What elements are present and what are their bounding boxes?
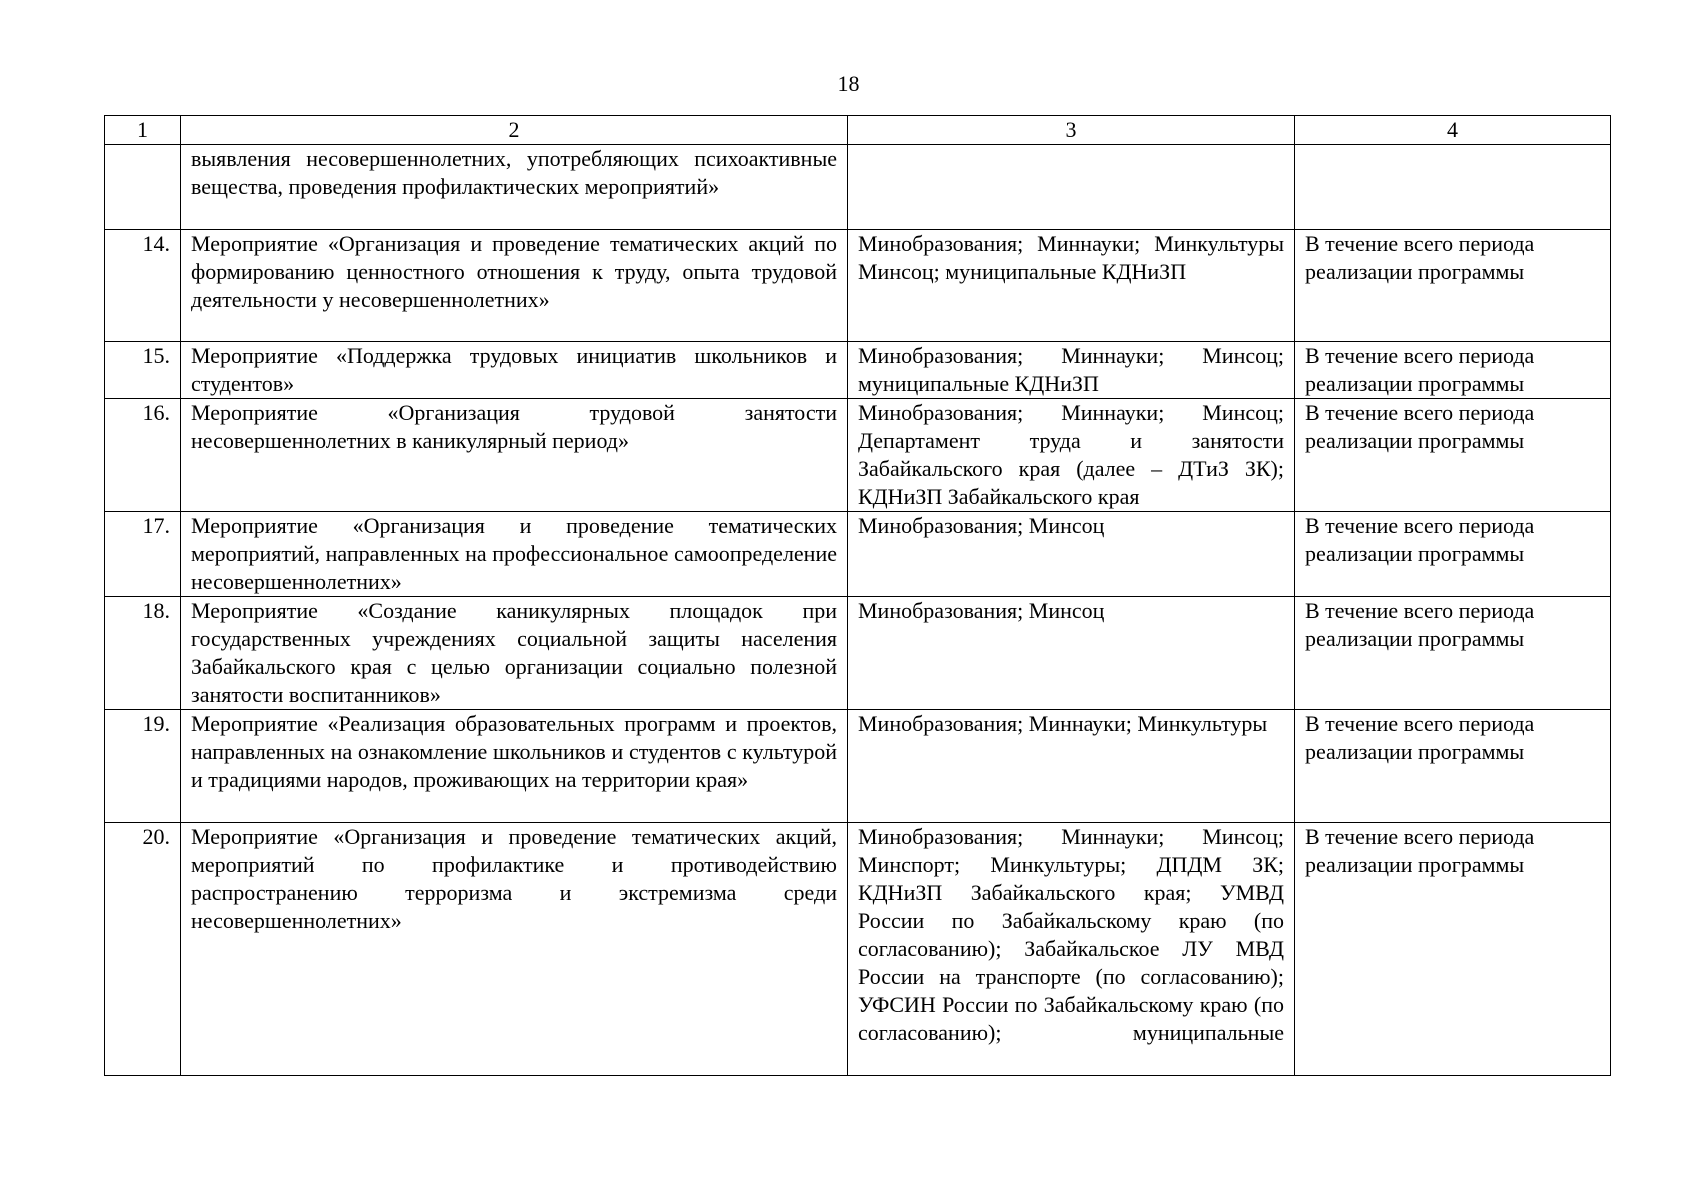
column-number-row <box>105 116 1611 145</box>
deadline-cell: В течение всего периода реализации программы <box>1295 597 1611 710</box>
table-row <box>105 342 1611 399</box>
column-header-1: 1 <box>105 116 181 145</box>
event-cell: Мероприятие «Организация и проведение тематических мероприятий, направленных на профессиональное самоопределение несовершеннолетних» <box>181 512 848 597</box>
deadline-cell: В течение всего периода реализации программы <box>1295 399 1611 512</box>
row-number <box>105 145 181 230</box>
deadline-cell: В течение всего периода реализации программы <box>1295 342 1611 399</box>
row-number: 14. <box>105 230 181 342</box>
event-cell: Мероприятие «Организация трудовой занятости несовершеннолетних в каникулярный период» <box>181 399 848 512</box>
row-number: 20. <box>105 823 181 1076</box>
deadline-cell <box>1295 145 1611 230</box>
deadline-cell: В течение всего периода реализации программы <box>1295 710 1611 823</box>
executors-cell: Минобразования; Миннауки; Минсоц; муниципальные КДНиЗП <box>848 342 1295 399</box>
table-row <box>105 710 1611 823</box>
table-row <box>105 230 1611 342</box>
program-table <box>104 115 1611 1076</box>
deadline-cell: В течение всего периода реализации программы <box>1295 512 1611 597</box>
row-number: 19. <box>105 710 181 823</box>
row-number: 15. <box>105 342 181 399</box>
table-row <box>105 145 1611 230</box>
executors-cell <box>848 145 1295 230</box>
column-header-4: 4 <box>1295 116 1611 145</box>
executors-cell: Минобразования; Миннауки; Минсоц; Департамент труда и занятости Забайкальского края (далее – ДТиЗ ЗК); КДНиЗП Забайкальского края <box>848 399 1295 512</box>
event-cell: Мероприятие «Организация и проведение тематических акций, мероприятий по профилактике и противодействию распространению терроризма и экстремизма среди несовершеннолетних» <box>181 823 848 1076</box>
executors-cell: Минобразования; Минсоц <box>848 597 1295 710</box>
table-row <box>105 823 1611 1076</box>
executors-cell: Минобразования; Минсоц <box>848 512 1295 597</box>
event-cell: Мероприятие «Поддержка трудовых инициатив школьников и студентов» <box>181 342 848 399</box>
column-header-3: 3 <box>848 116 1295 145</box>
deadline-cell: В течение всего периода реализации программы <box>1295 823 1611 1076</box>
executors-cell: Минобразования; Миннауки; Минсоц; Минспорт; Минкультуры; ДПДМ ЗК; КДНиЗП Забайкальского края; УМВД России по Забайкальскому краю (по согласованию); Забайкальское ЛУ МВД России на транспорте (по согласованию); УФСИН России по Забайкальскому краю (по согласованию); муниципальные <box>848 823 1295 1076</box>
row-number: 17. <box>105 512 181 597</box>
deadline-cell: В течение всего периода реализации программы <box>1295 230 1611 342</box>
page-number: 18 <box>837 71 860 96</box>
event-cell: Мероприятие «Создание каникулярных площадок при государственных учреждениях социальной защиты населения Забайкальского края с целью организации социально полезной занятости воспитанников» <box>181 597 848 710</box>
column-header-2: 2 <box>181 116 848 145</box>
row-number: 18. <box>105 597 181 710</box>
event-cell: Мероприятие «Реализация образовательных программ и проектов, направленных на ознакомление школьников и студентов с культурой и традициями народов, проживающих на территории края» <box>181 710 848 823</box>
table-row <box>105 512 1611 597</box>
table-row <box>105 597 1611 710</box>
executors-cell: Минобразования; Миннауки; Минкультуры Минсоц; муниципальные КДНиЗП <box>848 230 1295 342</box>
executors-cell: Минобразования; Миннауки; Минкультуры <box>848 710 1295 823</box>
table-row <box>105 399 1611 512</box>
row-number: 16. <box>105 399 181 512</box>
event-cell: выявления несовершеннолетних, употребляющих психоактивные вещества, проведения профилактических мероприятий» <box>181 145 848 230</box>
event-cell: Мероприятие «Организация и проведение тематических акций по формированию ценностного отношения к труду, опыта трудовой деятельности у несовершеннолетних» <box>181 230 848 342</box>
